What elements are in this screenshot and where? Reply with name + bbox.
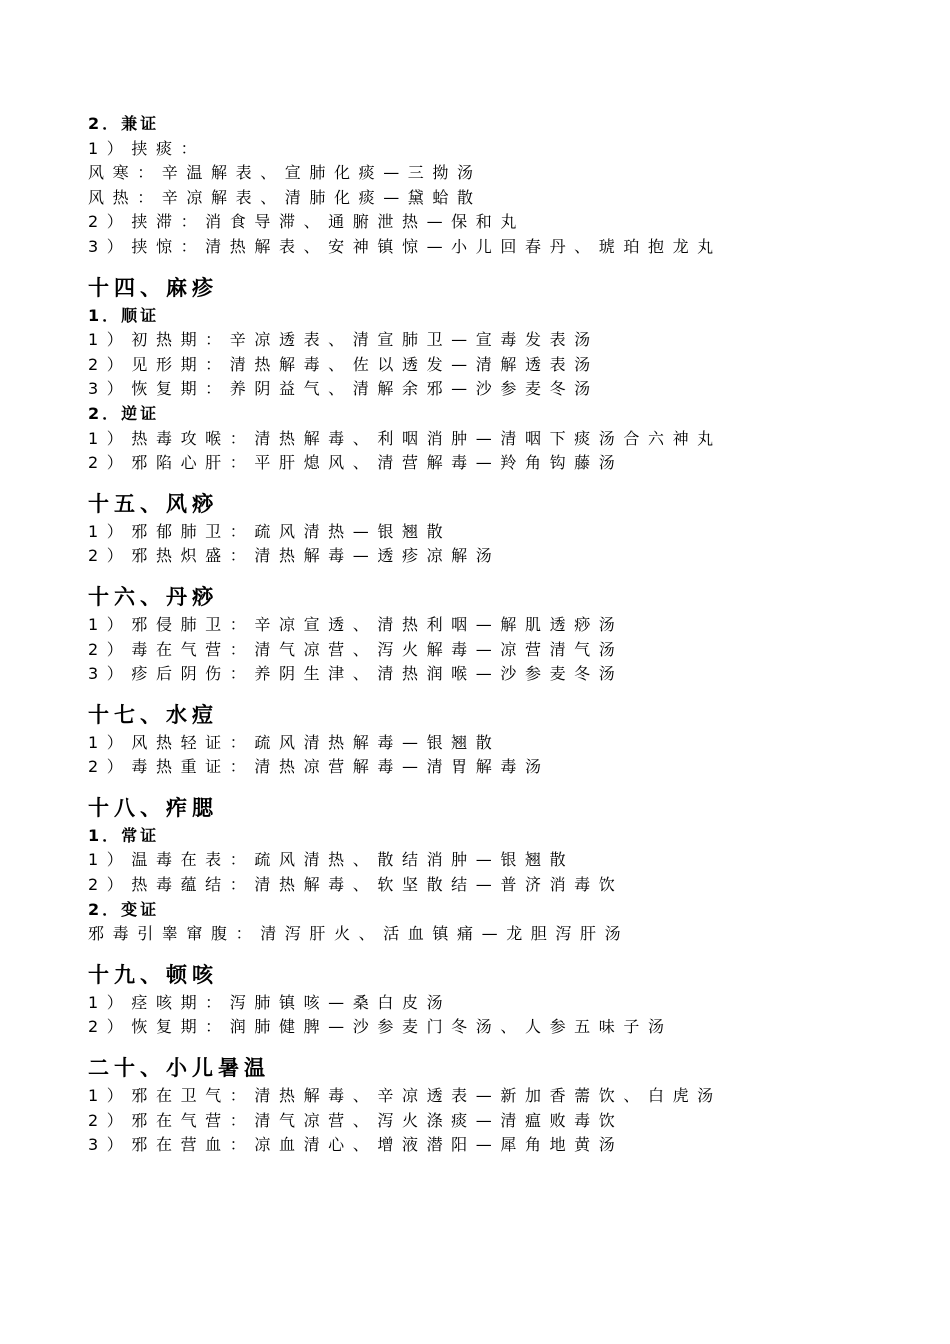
text-line: 1）挟痰： [88, 138, 206, 158]
section-title: 十八、痄腮 [88, 795, 218, 820]
subheading: 2．变证 [88, 899, 160, 919]
sections-block [88, 272, 928, 1158]
text-line: 3）疹后阴伤：养阴生津、清热润喉—沙参麦冬汤 [88, 664, 624, 684]
text-line: 2）邪在气营：清气凉营、泻火涤痰—清瘟败毒饮 [88, 1110, 624, 1130]
text-line: 1）风热轻证：疏风清热解毒—银翘散 [88, 732, 501, 752]
text-line: 2）热毒蕴结：清热解毒、软坚散结—普济消毒饮 [88, 875, 624, 895]
text-line: 2）挟滞：消食导滞、通腑泄热—保和丸 [88, 212, 525, 232]
text-line: 3）恢复期：养阴益气、清解余邪—沙参麦冬汤 [88, 379, 599, 399]
text-line: 1）温毒在表：疏风清热、散结消肿—银翘散 [88, 850, 575, 870]
text-line: 风寒：辛温解表、宣肺化痰—三拗汤 [88, 163, 482, 183]
section-title: 十六、丹痧 [88, 584, 218, 609]
section [88, 272, 928, 476]
section-title: 十九、顿咳 [88, 962, 218, 987]
text-line: 1）热毒攻喉：清热解毒、利咽消肿—清咽下痰汤合六神丸 [88, 428, 722, 448]
section-title: 十四、麻疹 [88, 275, 218, 300]
text-line: 2）恢复期：润肺健脾—沙参麦门冬汤、人参五味子汤 [88, 1017, 673, 1037]
section [88, 699, 928, 780]
text-line: 1）邪在卫气：清热解毒、辛凉透表—新加香薷饮、白虎汤 [88, 1086, 722, 1106]
text-line: 1）初热期：辛凉透表、清宣肺卫—宣毒发表汤 [88, 330, 599, 350]
text-line: 邪毒引睾窜腹：清泻肝火、活血镇痛—龙胆泻肝汤 [88, 924, 630, 944]
text-line: 2）毒热重证：清热凉营解毒—清胃解毒汤 [88, 757, 550, 777]
section-title: 二十、小儿暑温 [88, 1056, 270, 1081]
text-line: 2）邪热炽盛：清热解毒—透疹凉解汤 [88, 546, 501, 566]
text-line: 3）挟惊：清热解表、安神镇惊—小儿回春丹、琥珀抱龙丸 [88, 236, 722, 256]
subheading: 1．常证 [88, 825, 160, 845]
text-line: 3）邪在营血：凉血清心、增液潜阳—犀角地黄汤 [88, 1135, 624, 1155]
intro-block [88, 112, 928, 260]
section-title: 十五、风痧 [88, 491, 218, 516]
text-line: 1）邪郁肺卫：疏风清热—银翘散 [88, 521, 452, 541]
section [88, 959, 928, 1040]
text-line: 2）邪陷心肝：平肝熄风、清营解毒—羚角钩藤汤 [88, 453, 624, 473]
section [88, 1052, 928, 1158]
text-line: 2）见形期：清热解毒、佐以透发—清解透表汤 [88, 354, 599, 374]
text-line: 风热：辛凉解表、清肺化痰—黛蛤散 [88, 187, 482, 207]
subheading: 1．顺证 [88, 305, 160, 325]
document-body [88, 112, 928, 1158]
subheading: 2．逆证 [88, 403, 160, 423]
text-line: 1）痉咳期：泻肺镇咳—桑白皮汤 [88, 992, 452, 1012]
text-line: 1）邪侵肺卫：辛凉宣透、清热利咽—解肌透痧汤 [88, 614, 624, 634]
section [88, 581, 928, 687]
section [88, 488, 928, 569]
text-line: 2）毒在气营：清气凉营、泻火解毒—凉营清气汤 [88, 639, 624, 659]
section [88, 792, 928, 947]
section-title: 十七、水痘 [88, 702, 218, 727]
subheading: 2．兼证 [88, 114, 160, 133]
